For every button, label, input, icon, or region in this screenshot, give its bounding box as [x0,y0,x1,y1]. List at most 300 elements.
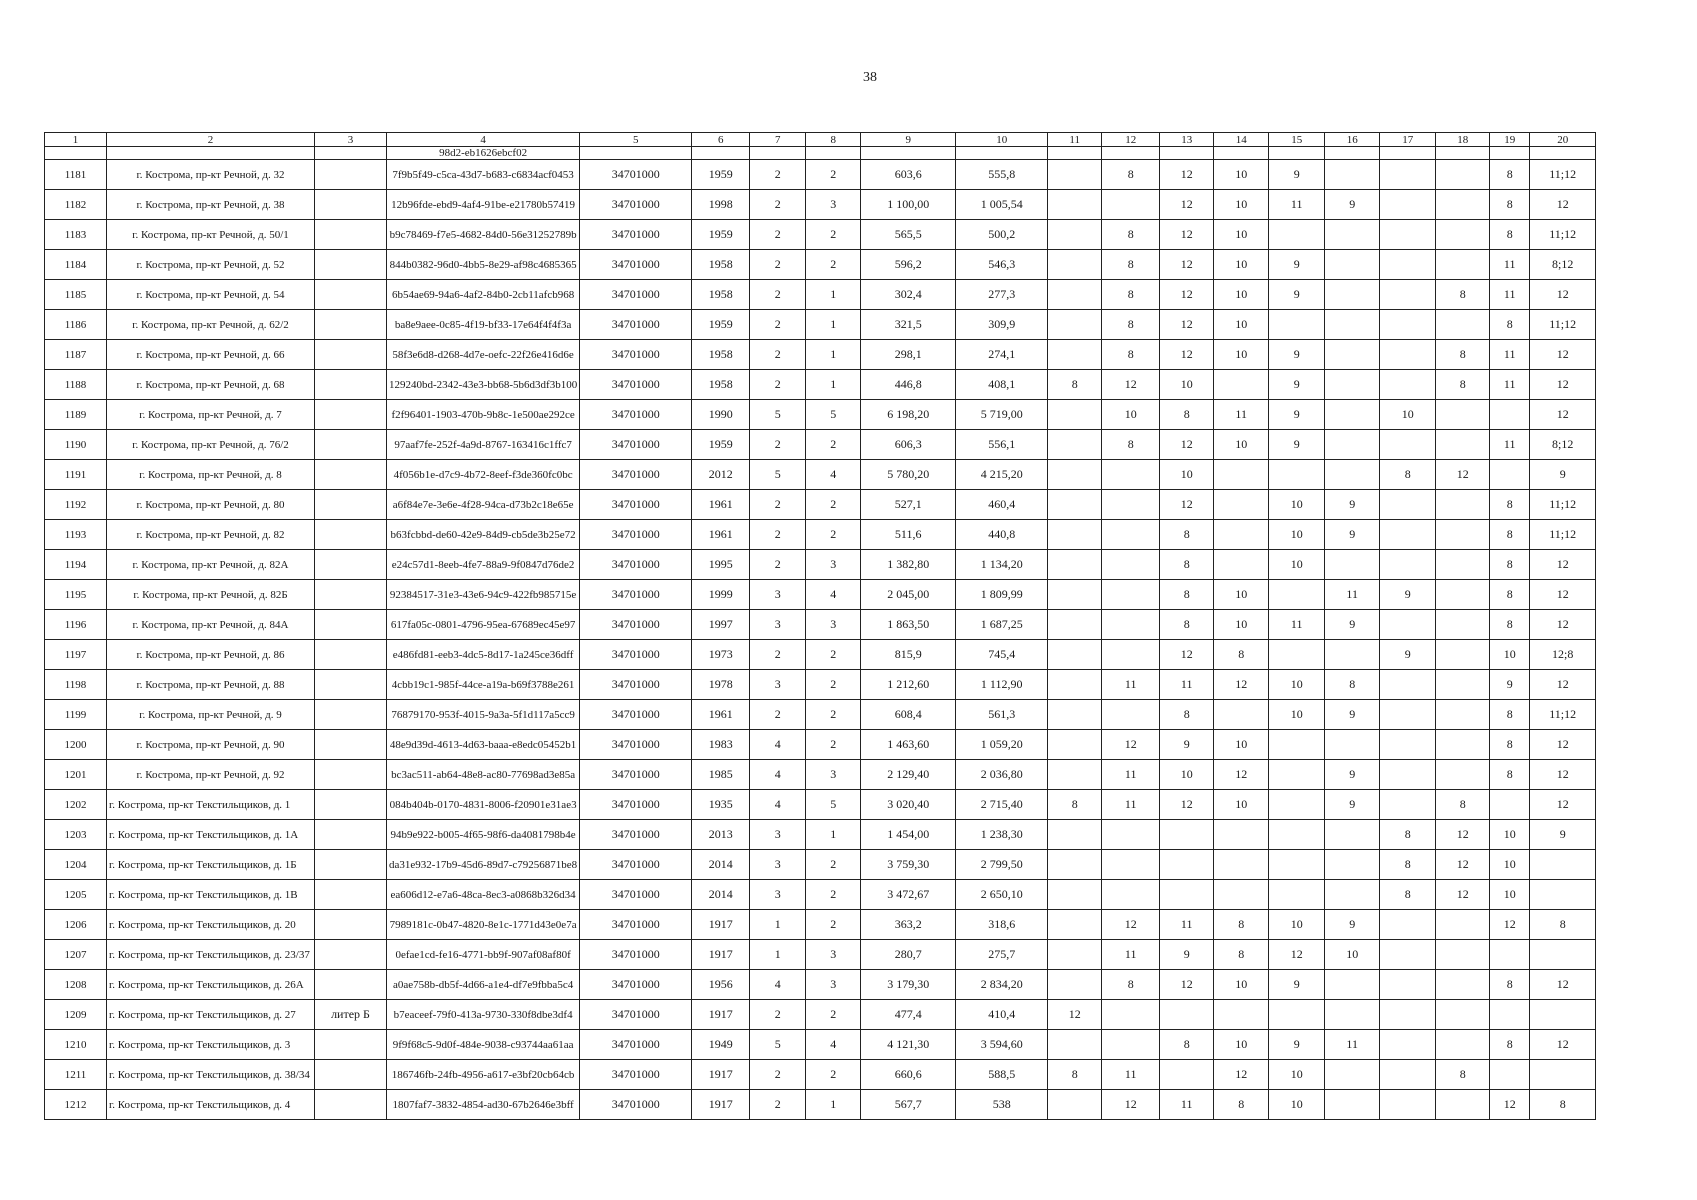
floors-cell: 3 [750,610,806,640]
col-15-cell: 9 [1269,1030,1325,1060]
year-cell: 1959 [692,430,750,460]
col-12-cell [1102,880,1160,910]
col-11-cell [1048,940,1102,970]
col-15-cell: 10 [1269,490,1325,520]
guid-cell: a6f84e7e-3e6e-4f28-94ca-d73b2c18e65e [387,490,580,520]
col-15-cell [1269,760,1325,790]
col-14-cell: 10 [1214,1030,1269,1060]
col-17-cell [1380,760,1436,790]
floors-cell: 3 [750,670,806,700]
col-13-cell [1160,1060,1214,1090]
guid-cell: a0ae758b-db5f-4d66-a1e4-df7e9fbba5c4 [387,970,580,1000]
col-11-cell [1048,580,1102,610]
row-number: 1203 [45,820,107,850]
col-15-cell [1269,1000,1325,1030]
col-13-cell [1160,880,1214,910]
address-cell: г. Кострома, пр-кт Речной, д. 8 [107,460,315,490]
year-cell: 1956 [692,970,750,1000]
col-16-cell [1325,1090,1380,1120]
col-12-cell: 12 [1102,1090,1160,1120]
living-area-cell: 1 112,90 [956,670,1048,700]
col-18-cell [1436,190,1490,220]
living-area-cell: 1 059,20 [956,730,1048,760]
year-cell: 1958 [692,250,750,280]
row-number: 1181 [45,160,107,190]
col-16-cell: 9 [1325,760,1380,790]
col-17-cell [1380,310,1436,340]
floors-cell: 5 [750,460,806,490]
table-row [45,520,1596,550]
col-15-cell: 10 [1269,670,1325,700]
year-cell: 1958 [692,280,750,310]
col-16-cell [1325,160,1380,190]
oktmo-cell: 34701000 [580,430,692,460]
total-area-cell: 3 472,67 [861,880,956,910]
year-cell: 1985 [692,760,750,790]
year-cell: 1935 [692,790,750,820]
column-header-15: 15 [1269,133,1325,147]
col-12-cell: 12 [1102,730,1160,760]
total-area-cell: 1 100,00 [861,190,956,220]
col-13-cell: 8 [1160,400,1214,430]
entrances-cell: 1 [806,280,861,310]
guid-cell: 76879170-953f-4015-9a3a-5f1d117a5cc9 [387,700,580,730]
col-16-cell [1325,250,1380,280]
table-row [45,760,1596,790]
guid-cell: 92384517-31e3-43e6-94c9-422fb985715e [387,580,580,610]
living-area-cell: 546,3 [956,250,1048,280]
column-header-17: 17 [1380,133,1436,147]
note-cell [315,580,387,610]
col-17-cell [1380,190,1436,220]
col-16-cell [1325,340,1380,370]
col-19-cell [1490,1000,1530,1030]
col-18-cell [1436,580,1490,610]
year-cell: 1917 [692,1000,750,1030]
col-18-cell [1436,1030,1490,1060]
column-header-12: 12 [1102,133,1160,147]
table-row [45,580,1596,610]
col-12-cell: 11 [1102,670,1160,700]
col-15-cell: 10 [1269,550,1325,580]
entrances-cell: 2 [806,880,861,910]
col-20-cell: 12 [1530,730,1596,760]
col-11-cell [1048,310,1102,340]
col-19-cell: 8 [1490,490,1530,520]
col-18-cell [1436,940,1490,970]
col-17-cell [1380,1000,1436,1030]
col-11-cell [1048,850,1102,880]
column-header-5: 5 [580,133,692,147]
row-number: 1193 [45,520,107,550]
living-area-cell: 1 005,54 [956,190,1048,220]
guid-cell: b9c78469-f7e5-4682-84d0-56e31252789b [387,220,580,250]
note-cell [315,430,387,460]
year-cell: 2014 [692,850,750,880]
entrances-cell: 3 [806,760,861,790]
col-15-cell [1269,460,1325,490]
col-17-cell: 9 [1380,640,1436,670]
col-19-cell: 8 [1490,310,1530,340]
table-row [45,730,1596,760]
living-area-cell: 275,7 [956,940,1048,970]
entrances-cell: 2 [806,910,861,940]
oktmo-cell: 34701000 [580,940,692,970]
col-12-cell: 8 [1102,310,1160,340]
col-15-cell [1269,880,1325,910]
entrances-cell: 3 [806,190,861,220]
col-14-cell: 8 [1214,1090,1269,1120]
col-18-cell [1436,910,1490,940]
row-number: 1212 [45,1090,107,1120]
col-19-cell: 8 [1490,970,1530,1000]
col-17-cell: 8 [1380,880,1436,910]
total-area-cell: 298,1 [861,340,956,370]
entrances-cell: 1 [806,1090,861,1120]
note-cell [315,730,387,760]
col-11-cell: 8 [1048,790,1102,820]
entrances-cell: 4 [806,460,861,490]
col-11-cell [1048,760,1102,790]
year-cell: 1949 [692,1030,750,1060]
col-20-cell [1530,940,1596,970]
col-19-cell: 12 [1490,910,1530,940]
living-area-cell: 2 834,20 [956,970,1048,1000]
table-row [45,460,1596,490]
registry-table [44,132,1596,1120]
guid-cell: 844b0382-96d0-4bb5-8e29-af98c4685365 [387,250,580,280]
col-20-cell: 11;12 [1530,220,1596,250]
row-number: 1200 [45,730,107,760]
col-15-cell: 10 [1269,520,1325,550]
col-11-cell [1048,520,1102,550]
guid-cell: ba8e9aee-0c85-4f19-bf33-17e64f4f4f3a [387,310,580,340]
total-area-cell: 565,5 [861,220,956,250]
note-cell [315,250,387,280]
col-18-cell [1436,700,1490,730]
col-19-cell: 8 [1490,760,1530,790]
col-19-cell [1490,400,1530,430]
col-12-cell: 12 [1102,910,1160,940]
header-row [45,133,1596,147]
floors-cell: 4 [750,790,806,820]
total-area-cell: 280,7 [861,940,956,970]
col-15-cell: 9 [1269,250,1325,280]
total-area-cell: 1 382,80 [861,550,956,580]
col-19-cell: 11 [1490,340,1530,370]
entrances-cell: 5 [806,400,861,430]
col-16-cell [1325,850,1380,880]
col-16-cell: 9 [1325,910,1380,940]
col-16-cell [1325,400,1380,430]
total-area-cell: 3 020,40 [861,790,956,820]
col-19-cell: 8 [1490,610,1530,640]
entrances-cell: 2 [806,160,861,190]
col-11-cell [1048,610,1102,640]
note-cell [315,700,387,730]
table-row [45,940,1596,970]
living-area-cell: 5 719,00 [956,400,1048,430]
note-cell [315,880,387,910]
entrances-cell: 4 [806,1030,861,1060]
floors-cell: 2 [750,700,806,730]
col-11-cell [1048,340,1102,370]
note-cell [315,910,387,940]
floors-cell: 2 [750,1090,806,1120]
col-13-cell: 12 [1160,640,1214,670]
col-12-cell [1102,1000,1160,1030]
col-12-cell [1102,550,1160,580]
col-12-cell: 11 [1102,940,1160,970]
table-row [45,970,1596,1000]
total-area-cell: 815,9 [861,640,956,670]
col-11-cell [1048,700,1102,730]
col-12-cell: 8 [1102,430,1160,460]
oktmo-cell: 34701000 [580,280,692,310]
table-row [45,880,1596,910]
col-13-cell [1160,850,1214,880]
oktmo-cell: 34701000 [580,520,692,550]
row-number: 1211 [45,1060,107,1090]
total-area-cell: 567,7 [861,1090,956,1120]
floors-cell: 2 [750,1060,806,1090]
guid-cell: da31e932-17b9-45d6-89d7-c79256871be8 [387,850,580,880]
table-body [45,147,1596,1120]
col-19-cell: 8 [1490,190,1530,220]
row-number: 1205 [45,880,107,910]
oktmo-cell: 34701000 [580,910,692,940]
note-cell [315,490,387,520]
oktmo-cell: 34701000 [580,160,692,190]
guid-cell: 12b96fde-ebd9-4af4-91be-e21780b57419 [387,190,580,220]
living-area-cell: 2 799,50 [956,850,1048,880]
column-header-19: 19 [1490,133,1530,147]
address-cell: г. Кострома, пр-кт Речной, д. 50/1 [107,220,315,250]
oktmo-cell: 34701000 [580,400,692,430]
guid-cell: 617fa05c-0801-4796-95ea-67689ec45e97 [387,610,580,640]
col-17-cell: 8 [1380,850,1436,880]
row-number: 1207 [45,940,107,970]
total-area-cell: 596,2 [861,250,956,280]
col-18-cell: 8 [1436,1060,1490,1090]
table-row [45,310,1596,340]
col-20-cell: 12 [1530,970,1596,1000]
col-17-cell [1380,550,1436,580]
col-16-cell [1325,1000,1380,1030]
floors-cell: 1 [750,910,806,940]
col-13-cell: 12 [1160,970,1214,1000]
col-16-cell: 10 [1325,940,1380,970]
col-11-cell [1048,460,1102,490]
living-area-cell: 408,1 [956,370,1048,400]
continuation-row [45,147,1596,160]
col-14-cell: 10 [1214,730,1269,760]
col-12-cell [1102,820,1160,850]
table-row [45,550,1596,580]
col-14-cell: 11 [1214,400,1269,430]
col-19-cell: 11 [1490,430,1530,460]
entrances-cell: 2 [806,430,861,460]
oktmo-cell: 34701000 [580,850,692,880]
total-area-cell: 1 863,50 [861,610,956,640]
col-16-cell [1325,550,1380,580]
col-14-cell: 12 [1214,1060,1269,1090]
col-15-cell [1269,640,1325,670]
address-cell: г. Кострома, пр-кт Текстильщиков, д. 1В [107,880,315,910]
total-area-cell: 2 129,40 [861,760,956,790]
address-cell: г. Кострома, пр-кт Речной, д. 82Б [107,580,315,610]
col-12-cell [1102,520,1160,550]
col-12-cell [1102,1030,1160,1060]
column-header-8: 8 [806,133,861,147]
row-number: 1188 [45,370,107,400]
col-14-cell: 10 [1214,250,1269,280]
col-18-cell: 8 [1436,370,1490,400]
total-area-cell: 2 045,00 [861,580,956,610]
year-cell: 1961 [692,490,750,520]
note-cell [315,400,387,430]
living-area-cell: 745,4 [956,640,1048,670]
col-17-cell [1380,790,1436,820]
col-13-cell: 11 [1160,670,1214,700]
address-cell: г. Кострома, пр-кт Речной, д. 38 [107,190,315,220]
col-18-cell [1436,430,1490,460]
year-cell: 1958 [692,340,750,370]
col-19-cell: 10 [1490,820,1530,850]
col-14-cell: 10 [1214,220,1269,250]
note-cell [315,940,387,970]
col-11-cell [1048,220,1102,250]
col-13-cell: 12 [1160,430,1214,460]
col-12-cell: 11 [1102,760,1160,790]
col-19-cell: 8 [1490,730,1530,760]
guid-cell: b63fcbbd-de60-42e9-84d9-cb5de3b25e72 [387,520,580,550]
floors-cell: 3 [750,820,806,850]
col-11-cell [1048,190,1102,220]
total-area-cell: 511,6 [861,520,956,550]
total-area-cell: 1 212,60 [861,670,956,700]
row-number: 1198 [45,670,107,700]
entrances-cell: 3 [806,970,861,1000]
col-20-cell: 12 [1530,370,1596,400]
col-18-cell [1436,670,1490,700]
floors-cell: 5 [750,1030,806,1060]
col-19-cell: 11 [1490,280,1530,310]
col-12-cell [1102,850,1160,880]
col-14-cell: 10 [1214,790,1269,820]
col-20-cell [1530,1060,1596,1090]
col-11-cell: 12 [1048,1000,1102,1030]
col-19-cell: 8 [1490,1030,1530,1060]
col-20-cell: 12 [1530,550,1596,580]
col-12-cell [1102,190,1160,220]
address-cell: г. Кострома, пр-кт Речной, д. 9 [107,700,315,730]
entrances-cell: 4 [806,580,861,610]
table-row [45,340,1596,370]
col-20-cell: 8 [1530,910,1596,940]
col-19-cell: 8 [1490,700,1530,730]
col-13-cell: 8 [1160,580,1214,610]
col-20-cell: 12 [1530,670,1596,700]
col-14-cell [1214,490,1269,520]
col-12-cell [1102,700,1160,730]
entrances-cell: 2 [806,490,861,520]
floors-cell: 2 [750,280,806,310]
col-14-cell: 10 [1214,190,1269,220]
table-row [45,160,1596,190]
guid-cell: f2f96401-1903-470b-9b8c-1e500ae292ce [387,400,580,430]
row-number: 1189 [45,400,107,430]
col-19-cell: 8 [1490,550,1530,580]
table-row [45,490,1596,520]
address-cell: г. Кострома, пр-кт Речной, д. 92 [107,760,315,790]
col-15-cell [1269,310,1325,340]
year-cell: 1999 [692,580,750,610]
col-20-cell: 12;8 [1530,640,1596,670]
column-header-16: 16 [1325,133,1380,147]
total-area-cell: 606,3 [861,430,956,460]
address-cell: г. Кострома, пр-кт Текстильщиков, д. 27 [107,1000,315,1030]
col-16-cell [1325,280,1380,310]
floors-cell: 2 [750,250,806,280]
column-header-9: 9 [861,133,956,147]
table-row [45,910,1596,940]
address-cell: г. Кострома, пр-кт Речной, д. 54 [107,280,315,310]
col-14-cell: 10 [1214,970,1269,1000]
column-header-11: 11 [1048,133,1102,147]
total-area-cell: 3 179,30 [861,970,956,1000]
col-17-cell [1380,160,1436,190]
col-18-cell [1436,610,1490,640]
table-row [45,670,1596,700]
col-20-cell: 11;12 [1530,490,1596,520]
note-cell [315,340,387,370]
guid-cell: e24c57d1-8eeb-4fe7-88a9-9f0847d76de2 [387,550,580,580]
row-number: 1195 [45,580,107,610]
year-cell: 1995 [692,550,750,580]
col-15-cell [1269,580,1325,610]
oktmo-cell: 34701000 [580,670,692,700]
guid-cell: 94b9e922-b005-4f65-98f6-da4081798b4e [387,820,580,850]
col-20-cell: 12 [1530,580,1596,610]
col-11-cell [1048,970,1102,1000]
oktmo-cell: 34701000 [580,580,692,610]
col-11-cell [1048,490,1102,520]
col-15-cell: 9 [1269,430,1325,460]
col-15-cell [1269,820,1325,850]
floors-cell: 2 [750,340,806,370]
col-20-cell: 9 [1530,460,1596,490]
table-row [45,1000,1596,1030]
year-cell: 1917 [692,1090,750,1120]
row-number: 1206 [45,910,107,940]
table-row [45,190,1596,220]
col-16-cell: 11 [1325,1030,1380,1060]
col-14-cell [1214,820,1269,850]
col-11-cell [1048,430,1102,460]
oktmo-cell: 34701000 [580,190,692,220]
col-14-cell [1214,550,1269,580]
year-cell: 1917 [692,910,750,940]
col-13-cell: 8 [1160,1030,1214,1060]
col-13-cell: 12 [1160,340,1214,370]
col-12-cell: 10 [1102,400,1160,430]
note-cell [315,220,387,250]
floors-cell: 1 [750,940,806,970]
row-number: 1204 [45,850,107,880]
row-number: 1185 [45,280,107,310]
guid-cell: 4f056b1e-d7c9-4b72-8eef-f3de360fc0bc [387,460,580,490]
